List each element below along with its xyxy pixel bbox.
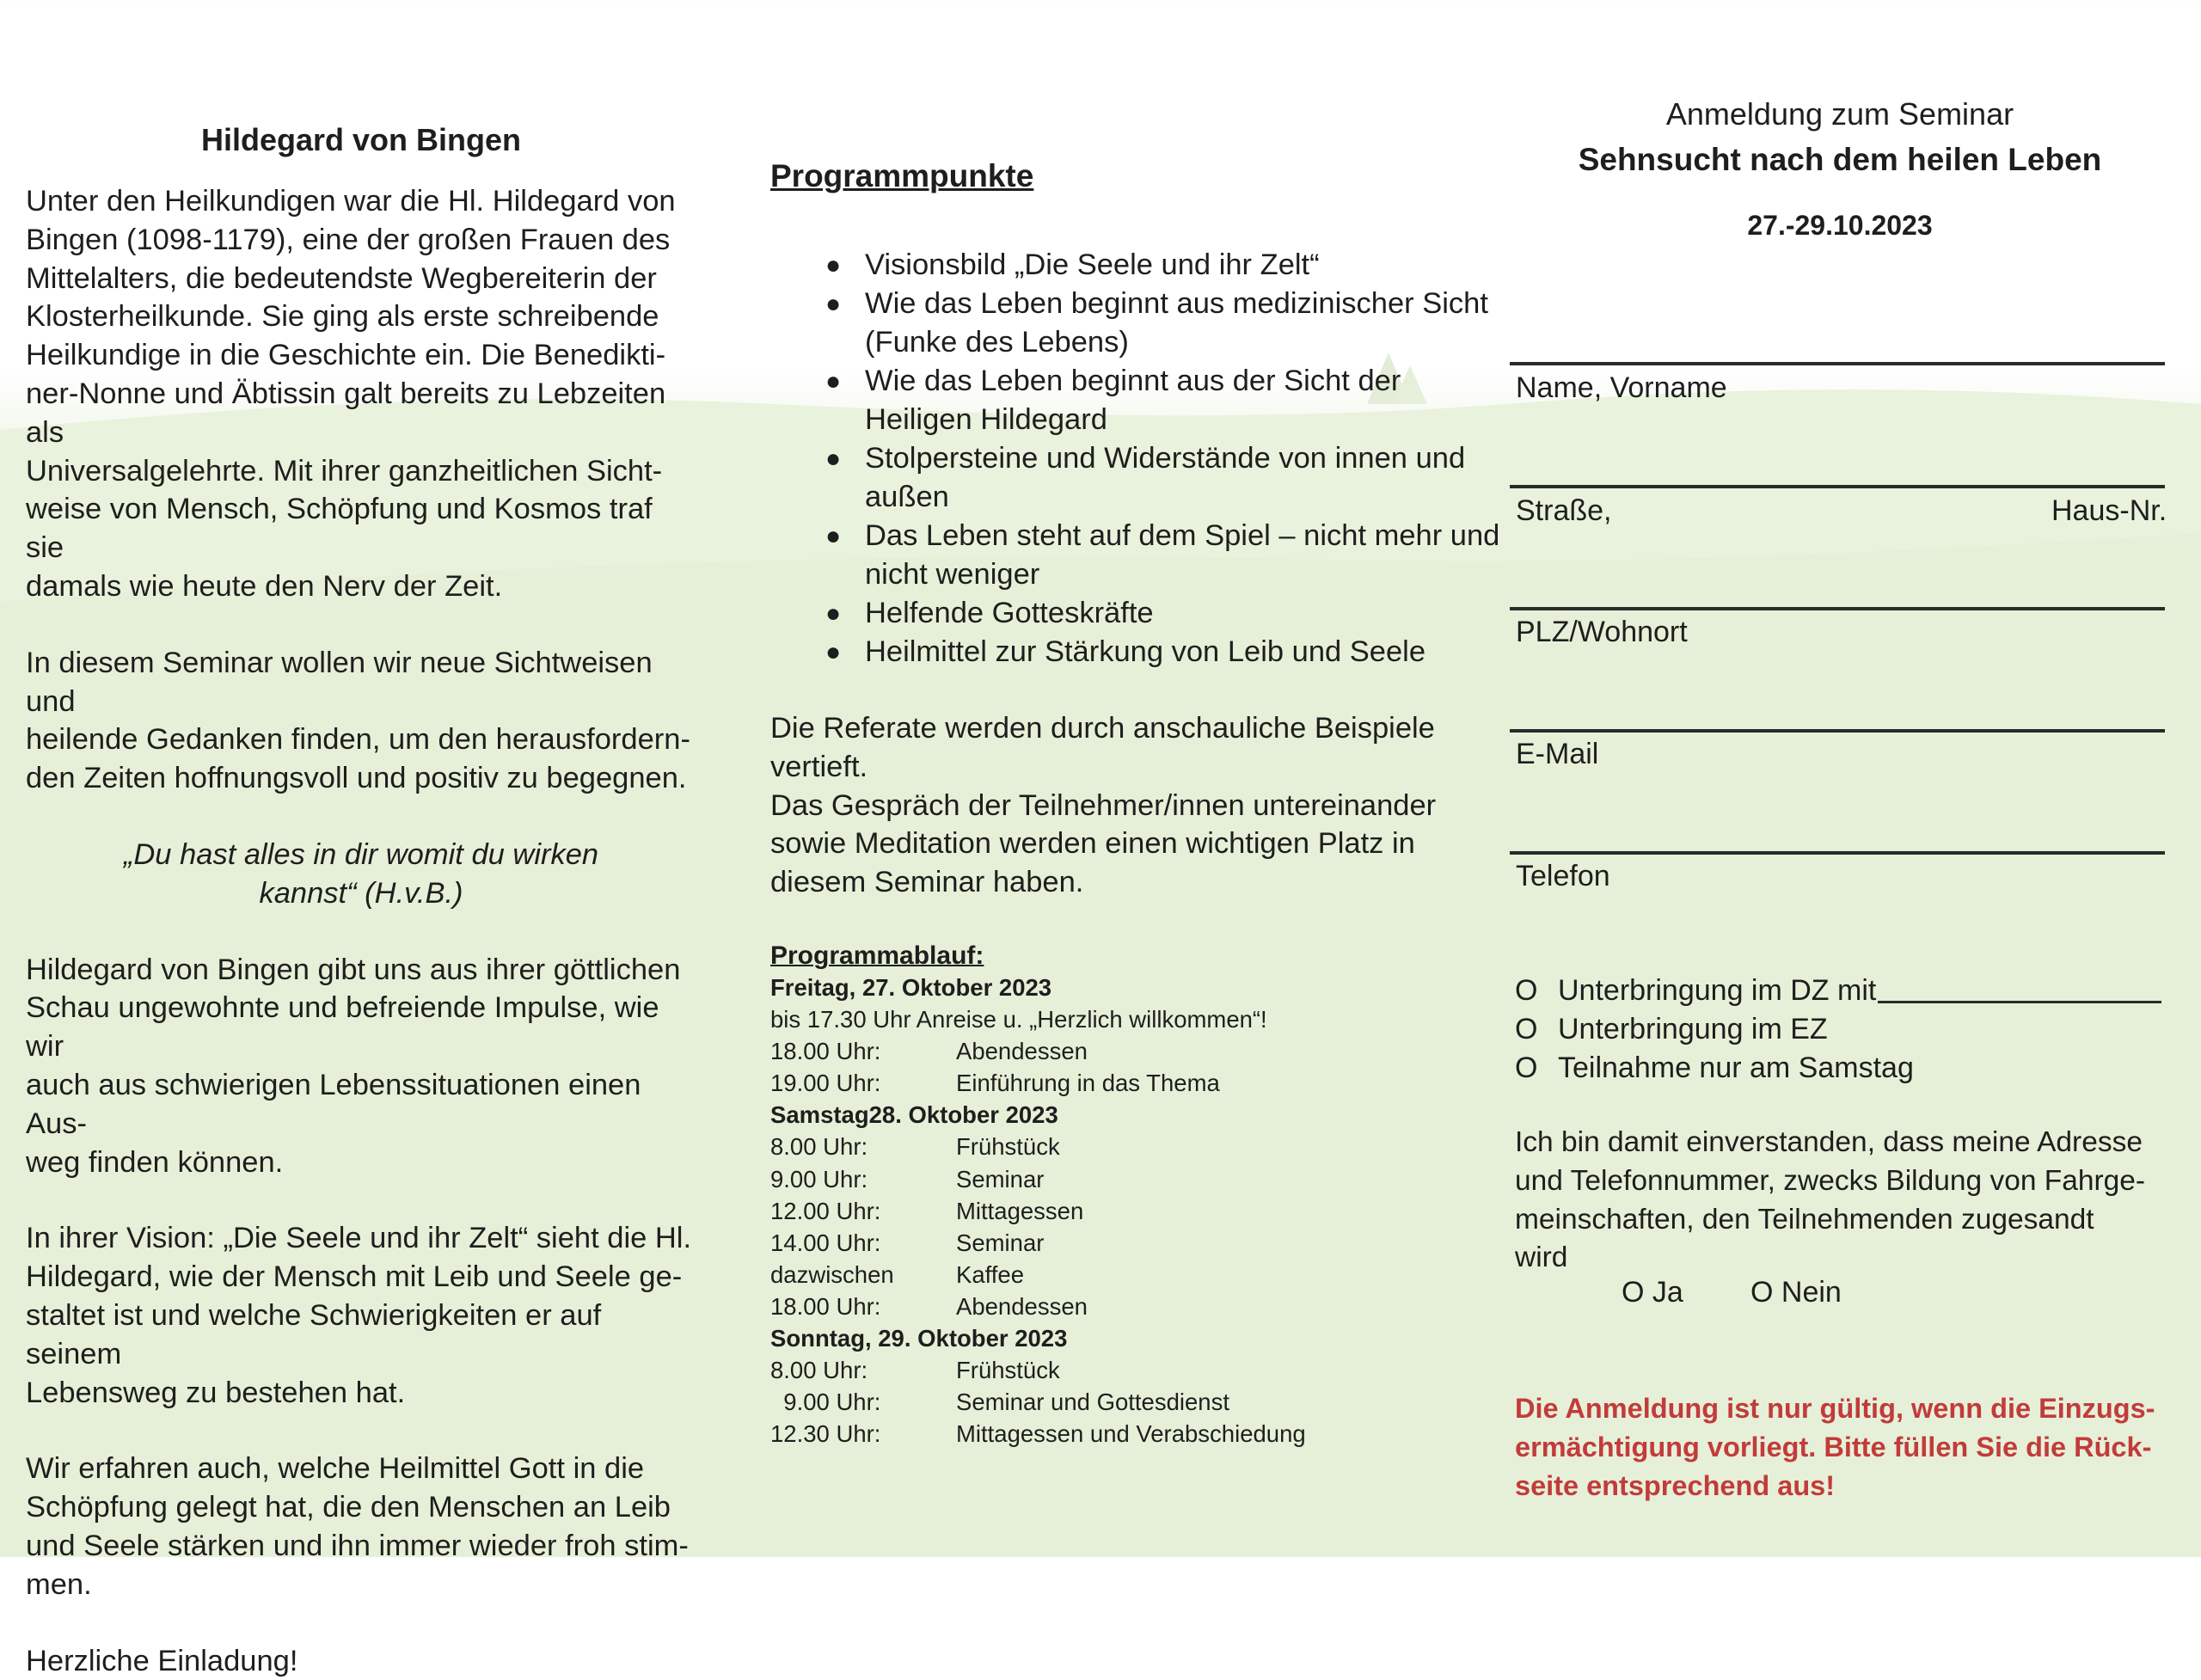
text-line: meinschaften, den Teilnehmenden zugesandt xyxy=(1515,1201,2177,1240)
text-line: und Telefonnummer, zwecks Bildung von Fahrge- xyxy=(1515,1162,2177,1201)
option-label: Unterbringung im DZ mit xyxy=(1558,972,1876,1010)
schedule-time: 9.00 Uhr: xyxy=(770,1163,956,1195)
city-label: PLZ/Wohnort xyxy=(1516,616,1688,649)
text-line: In diesem Seminar wollen wir neue Sichtweisen und xyxy=(26,644,696,721)
closing-text: Herzliche Einladung! xyxy=(26,1642,696,1680)
text-line: wird xyxy=(1515,1239,2177,1278)
text-line: Heilkundige in die Geschichte ein. Die Benedikti- xyxy=(26,336,696,375)
schedule-day: Sonntag, 29. Oktober 2023 xyxy=(770,1322,1510,1354)
option-single-room[interactable] xyxy=(1515,1010,2168,1049)
intro-paragraph xyxy=(26,182,696,606)
consent-yes[interactable]: O Ja xyxy=(1622,1276,1683,1309)
option-label: Unterbringung im EZ xyxy=(1558,1010,1828,1049)
program-item xyxy=(770,517,1510,594)
right-column xyxy=(1513,93,2167,242)
form-title: Anmeldung zum Seminar xyxy=(1513,93,2167,136)
schedule-row xyxy=(770,1227,1510,1259)
left-column xyxy=(26,119,696,1680)
schedule-time: 8.00 Uhr: xyxy=(770,1131,956,1162)
program-list xyxy=(770,246,1510,671)
radio-mark[interactable]: O xyxy=(1515,1010,1558,1049)
schedule-row xyxy=(770,1131,1510,1162)
schedule-activity: Frühstück xyxy=(956,1354,1060,1386)
program-item-text: Das Leben steht auf dem Spiel – nicht mehr und xyxy=(865,517,1510,555)
schedule-time: 14.00 Uhr: xyxy=(770,1227,956,1259)
bullet-icon: ● xyxy=(825,285,841,323)
program-heading: Programmpunkte xyxy=(770,155,1510,198)
quote-line: kannst“ (H.v.B.) xyxy=(26,874,696,913)
quote-line: „Du hast alles in dir womit du wirken xyxy=(26,836,696,874)
phone-label: Telefon xyxy=(1516,860,1610,893)
schedule-day: Samstag28. Oktober 2023 xyxy=(770,1099,1510,1131)
text-line: vertieft. xyxy=(770,748,1510,787)
phone-line xyxy=(1510,851,2165,855)
text-line: Wir erfahren auch, welche Heilmittel Gott in die xyxy=(26,1450,696,1488)
schedule-time: 19.00 Uhr: xyxy=(770,1067,956,1099)
schedule-time: 12.00 Uhr: xyxy=(770,1195,956,1227)
street-line xyxy=(1510,485,2165,488)
option-saturday-only[interactable] xyxy=(1515,1049,2168,1088)
text-line: weg finden können. xyxy=(26,1144,696,1182)
text-line: Universalgelehrte. Mit ihrer ganzheitlichen Sicht- xyxy=(26,452,696,491)
program-item-text: außen xyxy=(865,478,1510,517)
remedy-paragraph xyxy=(26,1450,696,1603)
schedule-activity: Seminar und Gottesdienst xyxy=(956,1386,1229,1418)
companion-line[interactable] xyxy=(1878,972,2161,1003)
schedule-activity: Seminar xyxy=(956,1227,1044,1259)
notice-line: ermächtigung vorliegt. Bitte füllen Sie die Rück- xyxy=(1515,1428,2186,1467)
text-line: auch aus schwierigen Lebenssituationen einen Aus- xyxy=(26,1066,696,1144)
text-line: weise von Mensch, Schöpfung und Kosmos traf sie xyxy=(26,490,696,567)
vision-paragraph xyxy=(26,1219,696,1412)
schedule-row xyxy=(770,1386,1510,1418)
text-line: Ich bin damit einverstanden, dass meine Adresse xyxy=(1515,1124,2177,1162)
middle-column xyxy=(770,155,1510,1450)
program-item-text: Wie das Leben beginnt aus der Sicht der xyxy=(865,362,1510,401)
schedule-time: 8.00 Uhr: xyxy=(770,1354,956,1386)
schedule-activity: Frühstück xyxy=(956,1131,1060,1162)
house-number-label: Haus-Nr. xyxy=(2051,494,2167,528)
text-line: Hildegard von Bingen gibt uns aus ihrer göttlichen xyxy=(26,951,696,990)
bullet-icon: ● xyxy=(825,594,841,633)
schedule-time: dazwischen xyxy=(770,1259,956,1291)
schedule-row xyxy=(770,1291,1510,1322)
bullet-icon: ● xyxy=(825,362,841,401)
options xyxy=(1515,972,2168,1088)
program-item-text: Helfende Gotteskräfte xyxy=(865,594,1510,633)
text-line: diesem Seminar haben. xyxy=(770,863,1510,902)
option-double-room[interactable] xyxy=(1515,972,2168,1010)
program-item xyxy=(770,285,1510,362)
seminar-paragraph xyxy=(26,644,696,798)
name-label: Name, Vorname xyxy=(1516,371,1727,405)
schedule-row xyxy=(770,1259,1510,1291)
program-item-text: Visionsbild „Die Seele und ihr Zelt“ xyxy=(865,246,1510,285)
program-item xyxy=(770,439,1510,517)
program-item xyxy=(770,594,1510,633)
email-line xyxy=(1510,729,2165,733)
text-line: Unter den Heilkundigen war die Hl. Hildegard von xyxy=(26,182,696,221)
text-line: Schöpfung gelegt hat, die den Menschen an Leib xyxy=(26,1488,696,1527)
schedule-row xyxy=(770,1067,1510,1099)
schedule-activity: Mittagessen xyxy=(956,1195,1083,1227)
text-line: Bingen (1098-1179), eine der großen Frauen des xyxy=(26,221,696,260)
program-item-text: nicht weniger xyxy=(865,555,1510,594)
quote xyxy=(26,836,696,913)
schedule-time: 18.00 Uhr: xyxy=(770,1035,956,1067)
text-line: Schau ungewohnte und befreiende Impulse, wie wir xyxy=(26,989,696,1066)
notice-line: seite entsprechend aus! xyxy=(1515,1467,2186,1505)
schedule-activity: Seminar xyxy=(956,1163,1044,1195)
text-line: ner-Nonne und Äbtissin galt bereits zu Lebzeiten als xyxy=(26,375,696,452)
program-item-text: Wie das Leben beginnt aus medizinischer Sicht xyxy=(865,285,1510,323)
name-line xyxy=(1510,362,2165,365)
text-line: und Seele stärken und ihn immer wieder froh stim- xyxy=(26,1527,696,1566)
schedule-activity: Kaffee xyxy=(956,1259,1024,1291)
text-line: damals wie heute den Nerv der Zeit. xyxy=(26,567,696,606)
schedule-day: Freitag, 27. Oktober 2023 xyxy=(770,972,1510,1003)
text-line: men. xyxy=(26,1566,696,1604)
seminar-title: Sehnsucht nach dem heilen Leben xyxy=(1513,136,2167,184)
bullet-icon: ● xyxy=(825,246,841,285)
schedule-row xyxy=(770,1195,1510,1227)
schedule-heading: Programmablauf: xyxy=(770,940,1510,972)
schedule-activity: Abendessen xyxy=(956,1035,1088,1067)
text-line: Klosterheilkunde. Sie ging als erste schreibende xyxy=(26,297,696,336)
text-line: sowie Meditation werden einen wichtigen Platz in xyxy=(770,825,1510,863)
radio-mark[interactable]: O xyxy=(1515,972,1558,1010)
schedule-row xyxy=(770,1035,1510,1067)
notice-line: Die Anmeldung ist nur gültig, wenn die Einzugs- xyxy=(1515,1389,2186,1428)
bullet-icon: ● xyxy=(825,517,841,555)
text-line: Die Referate werden durch anschauliche Beispiele xyxy=(770,709,1510,748)
text-line: Hildegard, wie der Mensch mit Leib und Seele ge- xyxy=(26,1258,696,1297)
radio-mark[interactable]: O xyxy=(1515,1049,1558,1088)
schedule-activity: Mittagessen und Verabschiedung xyxy=(956,1418,1306,1450)
text-line: den Zeiten hoffnungsvoll und positiv zu begegnen. xyxy=(26,759,696,798)
text-line: staltet ist und welche Schwierigkeiten er auf seinem xyxy=(26,1297,696,1374)
schedule-row xyxy=(770,1418,1510,1450)
schedule-time: 9.00 Uhr: xyxy=(770,1386,956,1418)
city-line xyxy=(1510,607,2165,610)
program-item xyxy=(770,246,1510,285)
program-item-text: Heiligen Hildegard xyxy=(865,401,1510,439)
program-item xyxy=(770,633,1510,671)
schedule-row xyxy=(770,1163,1510,1195)
text-line: Das Gespräch der Teilnehmer/innen untereinander xyxy=(770,787,1510,825)
program-description xyxy=(770,709,1510,902)
program-item-text: Heilmittel zur Stärkung von Leib und Seele xyxy=(865,633,1510,671)
schedule-activity: Einführung in das Thema xyxy=(956,1067,1220,1099)
program-item xyxy=(770,362,1510,439)
schedule-activity: Abendessen xyxy=(956,1291,1088,1322)
schedule xyxy=(770,940,1510,1450)
text-line: heilende Gedanken finden, um den herausfordern- xyxy=(26,720,696,759)
program-item-text: Stolpersteine und Widerstände von innen und xyxy=(865,439,1510,478)
schedule-time: 12.30 Uhr: xyxy=(770,1418,956,1450)
text-line: Lebensweg zu bestehen hat. xyxy=(26,1374,696,1413)
text-line: In ihrer Vision: „Die Seele und ihr Zelt“ sieht die Hl. xyxy=(26,1219,696,1258)
left-title: Hildegard von Bingen xyxy=(26,119,696,162)
program-item-text: (Funke des Lebens) xyxy=(865,323,1510,362)
option-label: Teilnahme nur am Samstag xyxy=(1558,1049,1914,1088)
bullet-icon: ● xyxy=(825,439,841,478)
seminar-date: 27.-29.10.2023 xyxy=(1513,208,2167,242)
schedule-time: 18.00 Uhr: xyxy=(770,1291,956,1322)
consent-text xyxy=(1515,1124,2177,1278)
schedule-note: bis 17.30 Uhr Anreise u. „Herzlich willkommen“! xyxy=(770,1003,1510,1035)
validity-notice xyxy=(1515,1389,2186,1505)
bullet-icon: ● xyxy=(825,633,841,671)
schedule-row xyxy=(770,1354,1510,1386)
text-line: Mittelalters, die bedeutendste Wegbereiterin der xyxy=(26,260,696,298)
street-label: Straße, xyxy=(1516,494,1611,528)
impulse-paragraph xyxy=(26,951,696,1182)
consent-no[interactable]: O Nein xyxy=(1750,1276,1842,1309)
email-label: E-Mail xyxy=(1516,738,1598,771)
